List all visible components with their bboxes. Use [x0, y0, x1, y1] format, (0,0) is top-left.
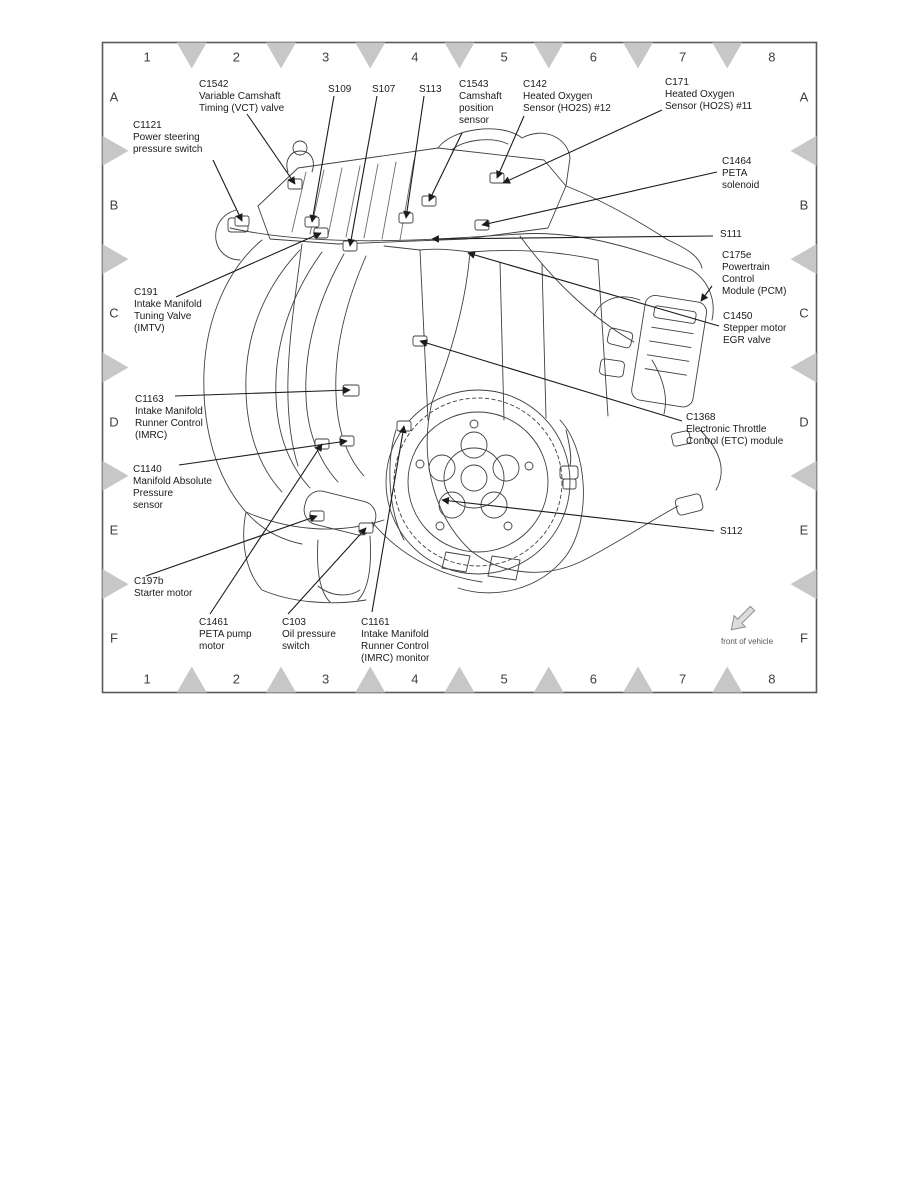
grid-row-label-left: F [110, 630, 118, 646]
callout-C1161 [361, 617, 429, 665]
grid-row-label-left: C [109, 305, 119, 321]
callout-line: C197b [134, 576, 164, 587]
grid-marker-triangle [791, 136, 817, 166]
grid-row-label-right: E [799, 522, 809, 538]
grid-marker-triangle [177, 43, 207, 69]
front-of-vehicle-arrow [726, 603, 759, 636]
callout-line: pressure switch [133, 144, 203, 155]
grid-marker-triangle [103, 569, 129, 599]
callout-C1368 [686, 412, 783, 448]
grid-marker-triangle [103, 244, 129, 274]
grid-row-label-right: B [799, 197, 809, 213]
callout-line: Starter motor [134, 588, 193, 599]
leader-line-S112 [442, 500, 714, 531]
callout-line: C175e [722, 250, 752, 261]
callout-line: Intake Manifold [134, 299, 202, 310]
grid-row-label-right: A [799, 89, 809, 105]
grid-marker-triangle [266, 667, 296, 693]
grid-marker-triangle [623, 667, 653, 693]
grid-marker-triangle [266, 43, 296, 69]
leader-line-C103 [288, 528, 366, 614]
callout-line: S109 [328, 84, 352, 95]
grid-marker-triangle [177, 667, 207, 693]
leader-line-C1542 [247, 114, 295, 184]
leader-line-C171 [503, 110, 662, 183]
callout-line: C191 [134, 287, 158, 298]
callout-line: (IMRC) [135, 430, 168, 441]
callout-C142 [523, 79, 611, 115]
grid-col-label-bottom: 8 [768, 671, 776, 687]
grid-marker-triangle [445, 43, 475, 69]
grid-marker-triangle [534, 667, 564, 693]
callout-line: Camshaft [459, 91, 502, 102]
grid-row-label-left: B [109, 197, 119, 213]
grid-col-label-bottom: 6 [589, 671, 597, 687]
callout-line: Intake Manifold [361, 629, 429, 640]
callout-C1543 [459, 79, 502, 127]
callout-line: S107 [372, 84, 396, 95]
callout-line: Variable Camshaft [199, 91, 281, 102]
callout-C1163 [135, 394, 203, 442]
grid-marker-triangle [623, 43, 653, 69]
callout-C103 [282, 617, 336, 653]
grid-row-label-right: D [799, 414, 809, 430]
leader-line-S107 [350, 96, 377, 246]
leader-line-C197b [146, 516, 317, 576]
callout-line: C1461 [199, 617, 229, 628]
callout-line: S112 [720, 526, 743, 537]
callout-line: Powertrain [722, 262, 770, 273]
callout-line: C1464 [722, 156, 752, 167]
leader-line-C1161 [372, 426, 404, 612]
grid-marker-triangle [103, 353, 129, 383]
grid-col-label-top: 8 [768, 49, 776, 65]
callout-C1464 [722, 156, 759, 192]
grid-col-label-bottom: 2 [232, 671, 240, 687]
callout-line: Heated Oxygen [523, 91, 593, 102]
callout-S107 [372, 84, 395, 96]
callout-line: (IMRC) monitor [361, 653, 430, 664]
grid-col-label-top: 1 [143, 49, 151, 65]
callout-line: C1542 [199, 79, 229, 90]
diagram-frame [103, 43, 817, 693]
callout-line: C1140 [133, 464, 162, 475]
callout-C1121 [133, 120, 202, 156]
front-of-vehicle-label: front of vehicle [720, 637, 774, 646]
grid-marker-triangle [534, 43, 564, 69]
callout-line: Runner Control [135, 418, 203, 429]
callout-line: Pressure [133, 488, 174, 499]
callout-line: Control (ETC) module [686, 436, 784, 447]
callout-line: sensor [133, 500, 164, 511]
callout-line: C103 [282, 617, 306, 628]
grid-col-label-bottom: 4 [411, 671, 419, 687]
callout-C1542 [199, 79, 284, 115]
callout-line: Power steering [133, 132, 200, 143]
grid-col-label-top: 4 [411, 49, 419, 65]
grid-col-label-top: 3 [322, 49, 330, 65]
grid-marker-triangle [103, 461, 129, 491]
grid-row-label-right: C [799, 305, 809, 321]
callout-line: C1368 [686, 412, 716, 423]
grid-marker-triangle [791, 353, 817, 383]
grid-marker-triangle [103, 136, 129, 166]
callout-line: Stepper motor [723, 323, 787, 334]
callout-line: Electronic Throttle [686, 424, 767, 435]
grid-row-label-left: E [109, 522, 119, 538]
callout-S113 [419, 84, 442, 96]
callout-line: Tuning Valve [134, 311, 192, 322]
leader-line-C1543 [429, 133, 462, 201]
grid-col-label-bottom: 3 [322, 671, 330, 687]
grid-row-label-right: F [800, 630, 808, 646]
grid-marker-triangle [355, 43, 385, 69]
grid-markers [103, 43, 817, 693]
callout-line: C142 [523, 79, 547, 90]
grid-row-label-left: D [109, 414, 119, 430]
grid-marker-triangle [445, 667, 475, 693]
callout-line: EGR valve [723, 335, 771, 346]
grid-marker-triangle [791, 244, 817, 274]
grid-row-label-left: A [109, 89, 119, 105]
callout-line: Sensor (HO2S) #11 [665, 101, 753, 112]
grid-marker-triangle [712, 667, 742, 693]
callout-line: C1450 [723, 311, 753, 322]
callout-leader-lines [146, 96, 719, 614]
callout-S111 [720, 229, 742, 241]
callout-line: Manifold Absolute [133, 476, 212, 487]
leader-line-C1464 [482, 172, 717, 225]
grid-col-label-top: 7 [679, 49, 687, 65]
callout-line: Oil pressure [282, 629, 336, 640]
callout-line: S111 [720, 229, 742, 240]
grid-col-label-top: 6 [589, 49, 597, 65]
callout-line: sensor [459, 115, 490, 126]
grid-col-label-top: 5 [500, 49, 508, 65]
callout-C1450 [723, 311, 786, 347]
callout-line: switch [282, 641, 310, 652]
callout-S112 [720, 526, 743, 538]
grid-marker-triangle [791, 569, 817, 599]
grid-marker-triangle [791, 461, 817, 491]
callout-S109 [328, 84, 351, 96]
leader-line-C1368 [420, 341, 682, 421]
callout-line: (IMTV) [134, 323, 165, 334]
callout-C175e [722, 250, 786, 298]
grid-marker-triangle [355, 667, 385, 693]
grid-col-label-bottom: 7 [679, 671, 687, 687]
grid-marker-triangle [712, 43, 742, 69]
callout-line: position [459, 103, 494, 114]
callout-line: solenoid [722, 180, 760, 191]
callout-line: PETA [722, 168, 748, 179]
grid-col-label-bottom: 1 [143, 671, 151, 687]
callout-C197b [134, 576, 192, 600]
callout-line: Heated Oxygen [665, 89, 735, 100]
callout-C1461 [199, 617, 252, 653]
callout-line: C171 [665, 77, 689, 88]
callout-line: Runner Control [361, 641, 429, 652]
callout-line: motor [199, 641, 225, 652]
callout-line: C1161 [361, 617, 390, 628]
callout-line: PETA pump [199, 629, 252, 640]
callout-line: Intake Manifold [135, 406, 203, 417]
callout-line: Module (PCM) [722, 286, 787, 297]
callout-line: Control [722, 274, 755, 285]
connector-blobs [235, 173, 504, 533]
leader-line-C1450 [468, 253, 719, 326]
engine-line-art [204, 129, 721, 603]
callout-C191 [134, 287, 202, 335]
callout-line: S113 [419, 84, 442, 95]
grid-col-label-bottom: 5 [500, 671, 508, 687]
callout-C1140 [133, 464, 212, 512]
callout-line: C1543 [459, 79, 489, 90]
callout-line: Sensor (HO2S) #12 [523, 103, 611, 114]
grid-col-label-top: 2 [232, 49, 240, 65]
leader-line-S109 [312, 96, 334, 222]
callout-C171 [665, 77, 752, 113]
callout-line: Timing (VCT) valve [199, 103, 285, 114]
leader-line-S113 [406, 96, 424, 218]
leader-line-C1121 [213, 160, 242, 221]
callout-line: C1121 [133, 120, 162, 131]
callout-line: C1163 [135, 394, 164, 405]
